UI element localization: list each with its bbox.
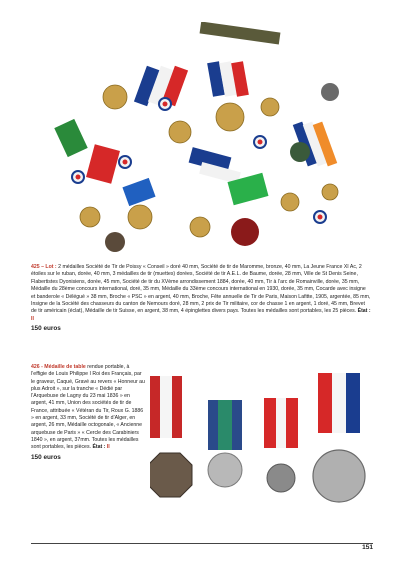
lot-425-etat-label: État : bbox=[357, 308, 371, 315]
lot-426-price: 150 euros bbox=[31, 453, 61, 461]
lot-426-etat-value: II bbox=[106, 444, 110, 451]
lot-425-price: 150 euros bbox=[31, 325, 61, 333]
lot-425-etat-value: II bbox=[31, 315, 34, 322]
lot-425-heading: 425 – Lot : bbox=[31, 264, 57, 270]
lot-426-description bbox=[31, 364, 145, 461]
lot-426-text: rendue portable, à l’effigie de Louis Philippe I Roi des Français, par le graveur, Caqué, Gravé au revers « Honneur au plus Adroit », sur la tranche « Dédié par l’Arquebuse de Lagny du 23 mai 1836 » en argent, 41 mm, Union des sociétés de tir de France, attribuée « Vétéran du Tir, Roux G. 1886 » en argent, 33 mm, Société de tir d’Alger, en argent, 26 mm, Médaille octogonale, « Ancienne arquebuse de Paris » « Cercle des Carabiniers 1840 », en argent, 37mm. Toutes les médailles sont portables, les pièces. bbox=[31, 364, 145, 451]
lot-426-etat-label: État : bbox=[92, 444, 106, 451]
page-number: 151 bbox=[362, 544, 373, 551]
lot-425-description bbox=[31, 264, 371, 333]
medals-collection-photo bbox=[30, 22, 375, 260]
footer-rule bbox=[31, 543, 373, 544]
lot-426-heading: 426 - Médaille de table bbox=[31, 364, 86, 370]
lot-425-text: 2 médailles Société de Tir de Poissy « Conseil » doré 40 mm, Société de tir de Maromme, bronze, 40 mm, La Jeune France XI Ac, 2 étoiles sur le ruban, dorée, 40 mm, 3 médailles de tir (muettes) dorées, Société de tir A.E.L. de Baume, dorée, 28 mm, Ville de St Denis Seine, Flabertistes Dyonisiens, dorée, 45 mm, Société de tir du XVème arrondissement 1884, dorée, 40 mm, Tir à l’arc de Romainville, dorée, 35 mm, Médaille du 28ème concours international, doré, 35 mm, Médaille du 33ème concours international en 1930, dorée, 35 mm, Cocarde avec insigne et banderole « Délégué » 38 mm, Broche « PSC » en argent, 40 mm, Broche, Fête annuelle de Tir de Paris, Maison Lafitte, 1905, argentée, 85 mm, Insigne de la Société des chasseurs du canton de Nemours doré, 28 mm, 2 prix de Tir militaire, cor de chasse 1 en argent, 1 doré, 45 mm, Brevet de tir américain (éclat), Médaille de tir Suisse, en argent, 38 mm, 4 épinglettes divers pays. Toutes les médailles sont portables, les 25 pièces. bbox=[31, 264, 371, 315]
four-medals-photo bbox=[150, 368, 380, 528]
